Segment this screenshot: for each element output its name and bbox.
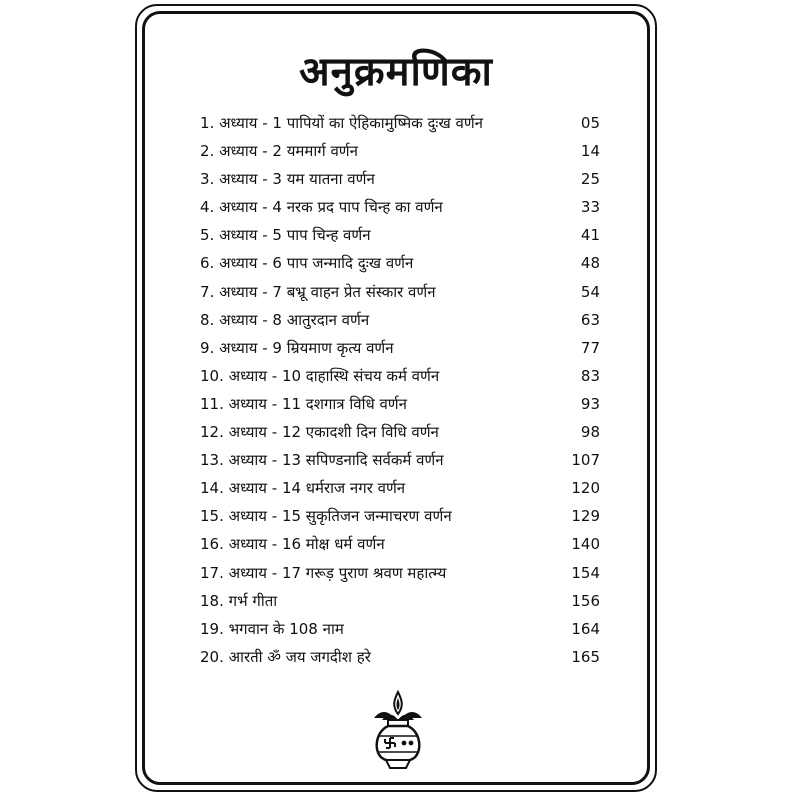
toc-page-number: 14 xyxy=(580,142,600,161)
toc-row xyxy=(200,334,600,362)
toc-row xyxy=(200,306,600,334)
toc-entry-title: 19. भगवान के 108 नाम xyxy=(200,619,344,638)
toc-entry-title: 3. अध्याय - 3 यम यातना वर्णन xyxy=(200,170,375,189)
toc-page-number: 154 xyxy=(571,563,600,582)
toc-row xyxy=(200,615,600,643)
toc-entry-title: 17. अध्याय - 17 गरूड़ पुराण श्रवण महात्म्य xyxy=(200,563,447,582)
toc-row xyxy=(200,446,600,474)
toc-entry-title: 15. अध्याय - 15 सुकृतिजन जन्माचरण वर्णन xyxy=(200,507,452,526)
toc-entry-title: 4. अध्याय - 4 नरक प्रद पाप चिन्ह का वर्णन xyxy=(200,198,443,217)
toc-entry-title: 7. अध्याय - 7 बभ्रू वाहन प्रेत संस्कार वर्णन xyxy=(200,282,436,301)
toc-page-number: 93 xyxy=(580,394,600,413)
toc-page-number: 156 xyxy=(571,591,600,610)
toc-page-number: 41 xyxy=(580,226,600,245)
toc-entry-title: 8. अध्याय - 8 आतुरदान वर्णन xyxy=(200,310,370,329)
toc-entry-title: 20. आरती ॐ जय जगदीश हरे xyxy=(200,647,371,666)
toc-row xyxy=(200,193,600,221)
toc-row xyxy=(200,221,600,249)
toc-row xyxy=(200,362,600,390)
toc-entry-title: 16. अध्याय - 16 मोक्ष धर्म वर्णन xyxy=(200,535,385,554)
toc-row xyxy=(200,474,600,502)
toc-entry-title: 9. अध्याय - 9 म्रियमाण कृत्य वर्णन xyxy=(200,338,394,357)
kalash-icon xyxy=(368,690,428,772)
toc-page-number: 120 xyxy=(571,479,600,498)
toc-page-number: 164 xyxy=(571,619,600,638)
table-of-contents xyxy=(200,109,600,671)
toc-row xyxy=(200,502,600,530)
toc-entry-title: 11. अध्याय - 11 दशगात्र विधि वर्णन xyxy=(200,394,407,413)
toc-row xyxy=(200,530,600,558)
toc-entry-title: 10. अध्याय - 10 दाहास्थि संचय कर्म वर्णन xyxy=(200,366,440,385)
toc-page-number: 54 xyxy=(580,282,600,301)
toc-row xyxy=(200,418,600,446)
toc-row xyxy=(200,109,600,137)
toc-entry-title: 14. अध्याय - 14 धर्मराज नगर वर्णन xyxy=(200,479,406,498)
toc-entry-title: 18. गर्भ गीता xyxy=(200,591,278,610)
toc-row xyxy=(200,559,600,587)
page-title: अनुक्रमणिका xyxy=(299,49,493,95)
toc-page-number: 77 xyxy=(580,338,600,357)
toc-page-number: 48 xyxy=(580,254,600,273)
toc-row xyxy=(200,278,600,306)
toc-page-number: 107 xyxy=(571,451,600,470)
toc-row xyxy=(200,643,600,671)
toc-row xyxy=(200,587,600,615)
toc-entry-title: 12. अध्याय - 12 एकादशी दिन विधि वर्णन xyxy=(200,423,439,442)
toc-page-number: 05 xyxy=(580,114,600,132)
toc-page-number: 98 xyxy=(580,423,600,442)
toc-row xyxy=(200,390,600,418)
toc-entry-title: 2. अध्याय - 2 यममार्ग वर्णन xyxy=(200,142,358,161)
toc-row xyxy=(200,165,600,193)
toc-page-number: 33 xyxy=(580,198,600,217)
toc-entry-title: 1. अध्याय - 1 पापियों का ऐहिकामुष्मिक दुःख वर्णन xyxy=(200,114,484,132)
toc-page-number: 83 xyxy=(580,366,600,385)
toc-entry-title: 13. अध्याय - 13 सपिण्डनादि सर्वकर्म वर्णन xyxy=(200,451,444,470)
toc-row xyxy=(200,249,600,277)
toc-page-number: 63 xyxy=(580,310,600,329)
toc-page-number: 165 xyxy=(571,647,600,666)
toc-page-number: 129 xyxy=(571,507,600,526)
toc-entry-title: 5. अध्याय - 5 पाप चिन्ह वर्णन xyxy=(200,226,371,245)
toc-page-number: 25 xyxy=(580,170,600,189)
toc-row xyxy=(200,137,600,165)
toc-entry-title: 6. अध्याय - 6 पाप जन्मादि दुःख वर्णन xyxy=(200,254,414,273)
toc-page-number: 140 xyxy=(571,535,600,554)
